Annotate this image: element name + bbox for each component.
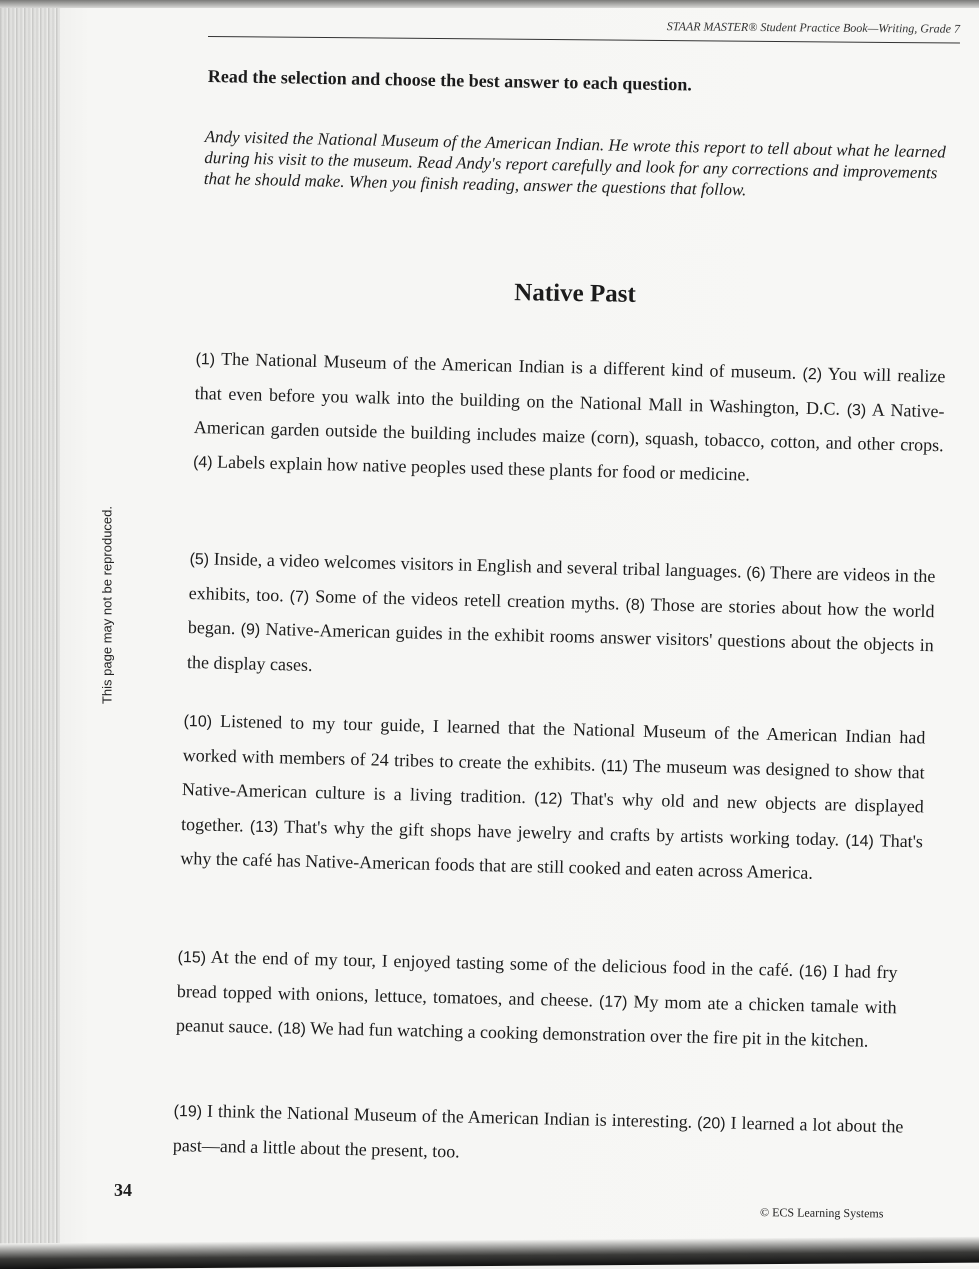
sentence-text: Listened to my tour guide, I learned that the National Museum of the American Indian had worked with members of 24 tribes to create the exhibits. (182, 710, 926, 775)
paragraph-2 (187, 542, 936, 697)
sentence-number: (13) (249, 818, 279, 836)
sentence-text: There are videos in the exhibits, too. (188, 562, 936, 605)
sentence-number: (11) (600, 757, 629, 775)
sentence-text: The National Museum of the American Indian is a different kind of museum. (214, 348, 803, 383)
sentence-text: I had fry bread topped with onions, lettuce, tomatoes, and cheese. (176, 960, 898, 1011)
sentence-text: That's why the gift shops have jewelry and crafts by artists working today. (278, 815, 846, 850)
sentence-number: (12) (533, 790, 563, 808)
instructions: Read the selection and choose the best answer to each question. (207, 66, 693, 95)
sentence-text: Those are stories about how the world began. (187, 593, 935, 639)
paragraph-3 (180, 704, 926, 893)
sentence-number: (20) (696, 1114, 726, 1133)
sentence-number: (9) (240, 621, 261, 639)
sentence-number: (3) (846, 401, 867, 419)
page-number: 34 (114, 1180, 132, 1200)
sentence-text: We had fun watching a cooking demonstration over the fire pit in the kitchen. (305, 1017, 869, 1051)
sentence-number: (16) (798, 963, 828, 981)
sentence-number: (17) (598, 993, 628, 1011)
bottom-edge-shadow (0, 1237, 979, 1269)
sentence-text: Native-American guides in the exhibit rooms answer visitors' questions about the objects in the display cases. (186, 618, 934, 675)
header-rule (208, 36, 960, 44)
sentence-text: I learned a lot about the past—and a little about the present, too. (172, 1112, 904, 1161)
sentence-number: (2) (802, 365, 823, 384)
sentence-text: At the end of my tour, I enjoyed tasting some of the delicious food in the café. (205, 946, 800, 981)
sentence-number: (15) (177, 948, 207, 967)
sentence-text: Labels explain how native peoples used these plants for food or medicine. (212, 450, 751, 485)
sentence-text: I think the National Museum of the American Indian is interesting. (201, 1100, 698, 1132)
sentence-number: (18) (277, 1020, 307, 1038)
sentence-text: Inside, a video welcomes visitors in English and several tribal languages. (208, 548, 747, 582)
sentence-text: A Native-American garden outside the building includes maize (corn), squash, tobacco, cotton, and other crops. (193, 398, 945, 456)
sentence-text: The museum was designed to show that Native-American culture is a living tradition. (181, 754, 925, 808)
sentence-text: That's why the café has Native-American foods that are still cooked and eaten across America. (180, 829, 924, 883)
sentence-number: (10) (183, 712, 213, 731)
sentence-text: That's why old and new objects are displayed together. (180, 787, 925, 836)
sentence-number: (4) (192, 453, 213, 471)
sentence-text: My mom ate a chicken tamale with peanut sauce. (175, 990, 897, 1038)
paragraph-1 (193, 342, 946, 497)
sentence-text: You will realize that even before you walk into the building on the National Mall in Washington, D.C. (194, 363, 946, 419)
intro-text: Andy visited the National Museum of the American Indian. He wrote this report to tell about what he learned during his visit to the museum. Read Andy's report carefully and look for any corrections and improvements that he should make. When you finish reading, answer the questions that follow. (203, 126, 946, 200)
copyright-footer: © ECS Learning Systems (759, 1205, 884, 1221)
sentence-number: (5) (189, 550, 210, 569)
selection-title: Native Past (514, 279, 636, 308)
paragraph-5 (172, 1094, 903, 1179)
book-binding-shadow (0, 0, 60, 1266)
sentence-number: (1) (195, 350, 216, 369)
side-note-text: This page may not be reproduced. (99, 505, 115, 705)
paragraph-4 (176, 940, 898, 1060)
sentence-number: (8) (625, 596, 646, 614)
sentence-number: (7) (289, 587, 310, 606)
running-head: STAAR MASTER® Student Practice Book—Writing, Grade 7 (666, 19, 961, 36)
sentence-text: Some of the videos retell creation myths. (309, 585, 626, 614)
top-edge-shadow (0, 0, 979, 8)
sentence-number: (6) (745, 564, 766, 583)
sentence-number: (14) (845, 832, 875, 850)
sentence-number: (19) (173, 1102, 203, 1121)
